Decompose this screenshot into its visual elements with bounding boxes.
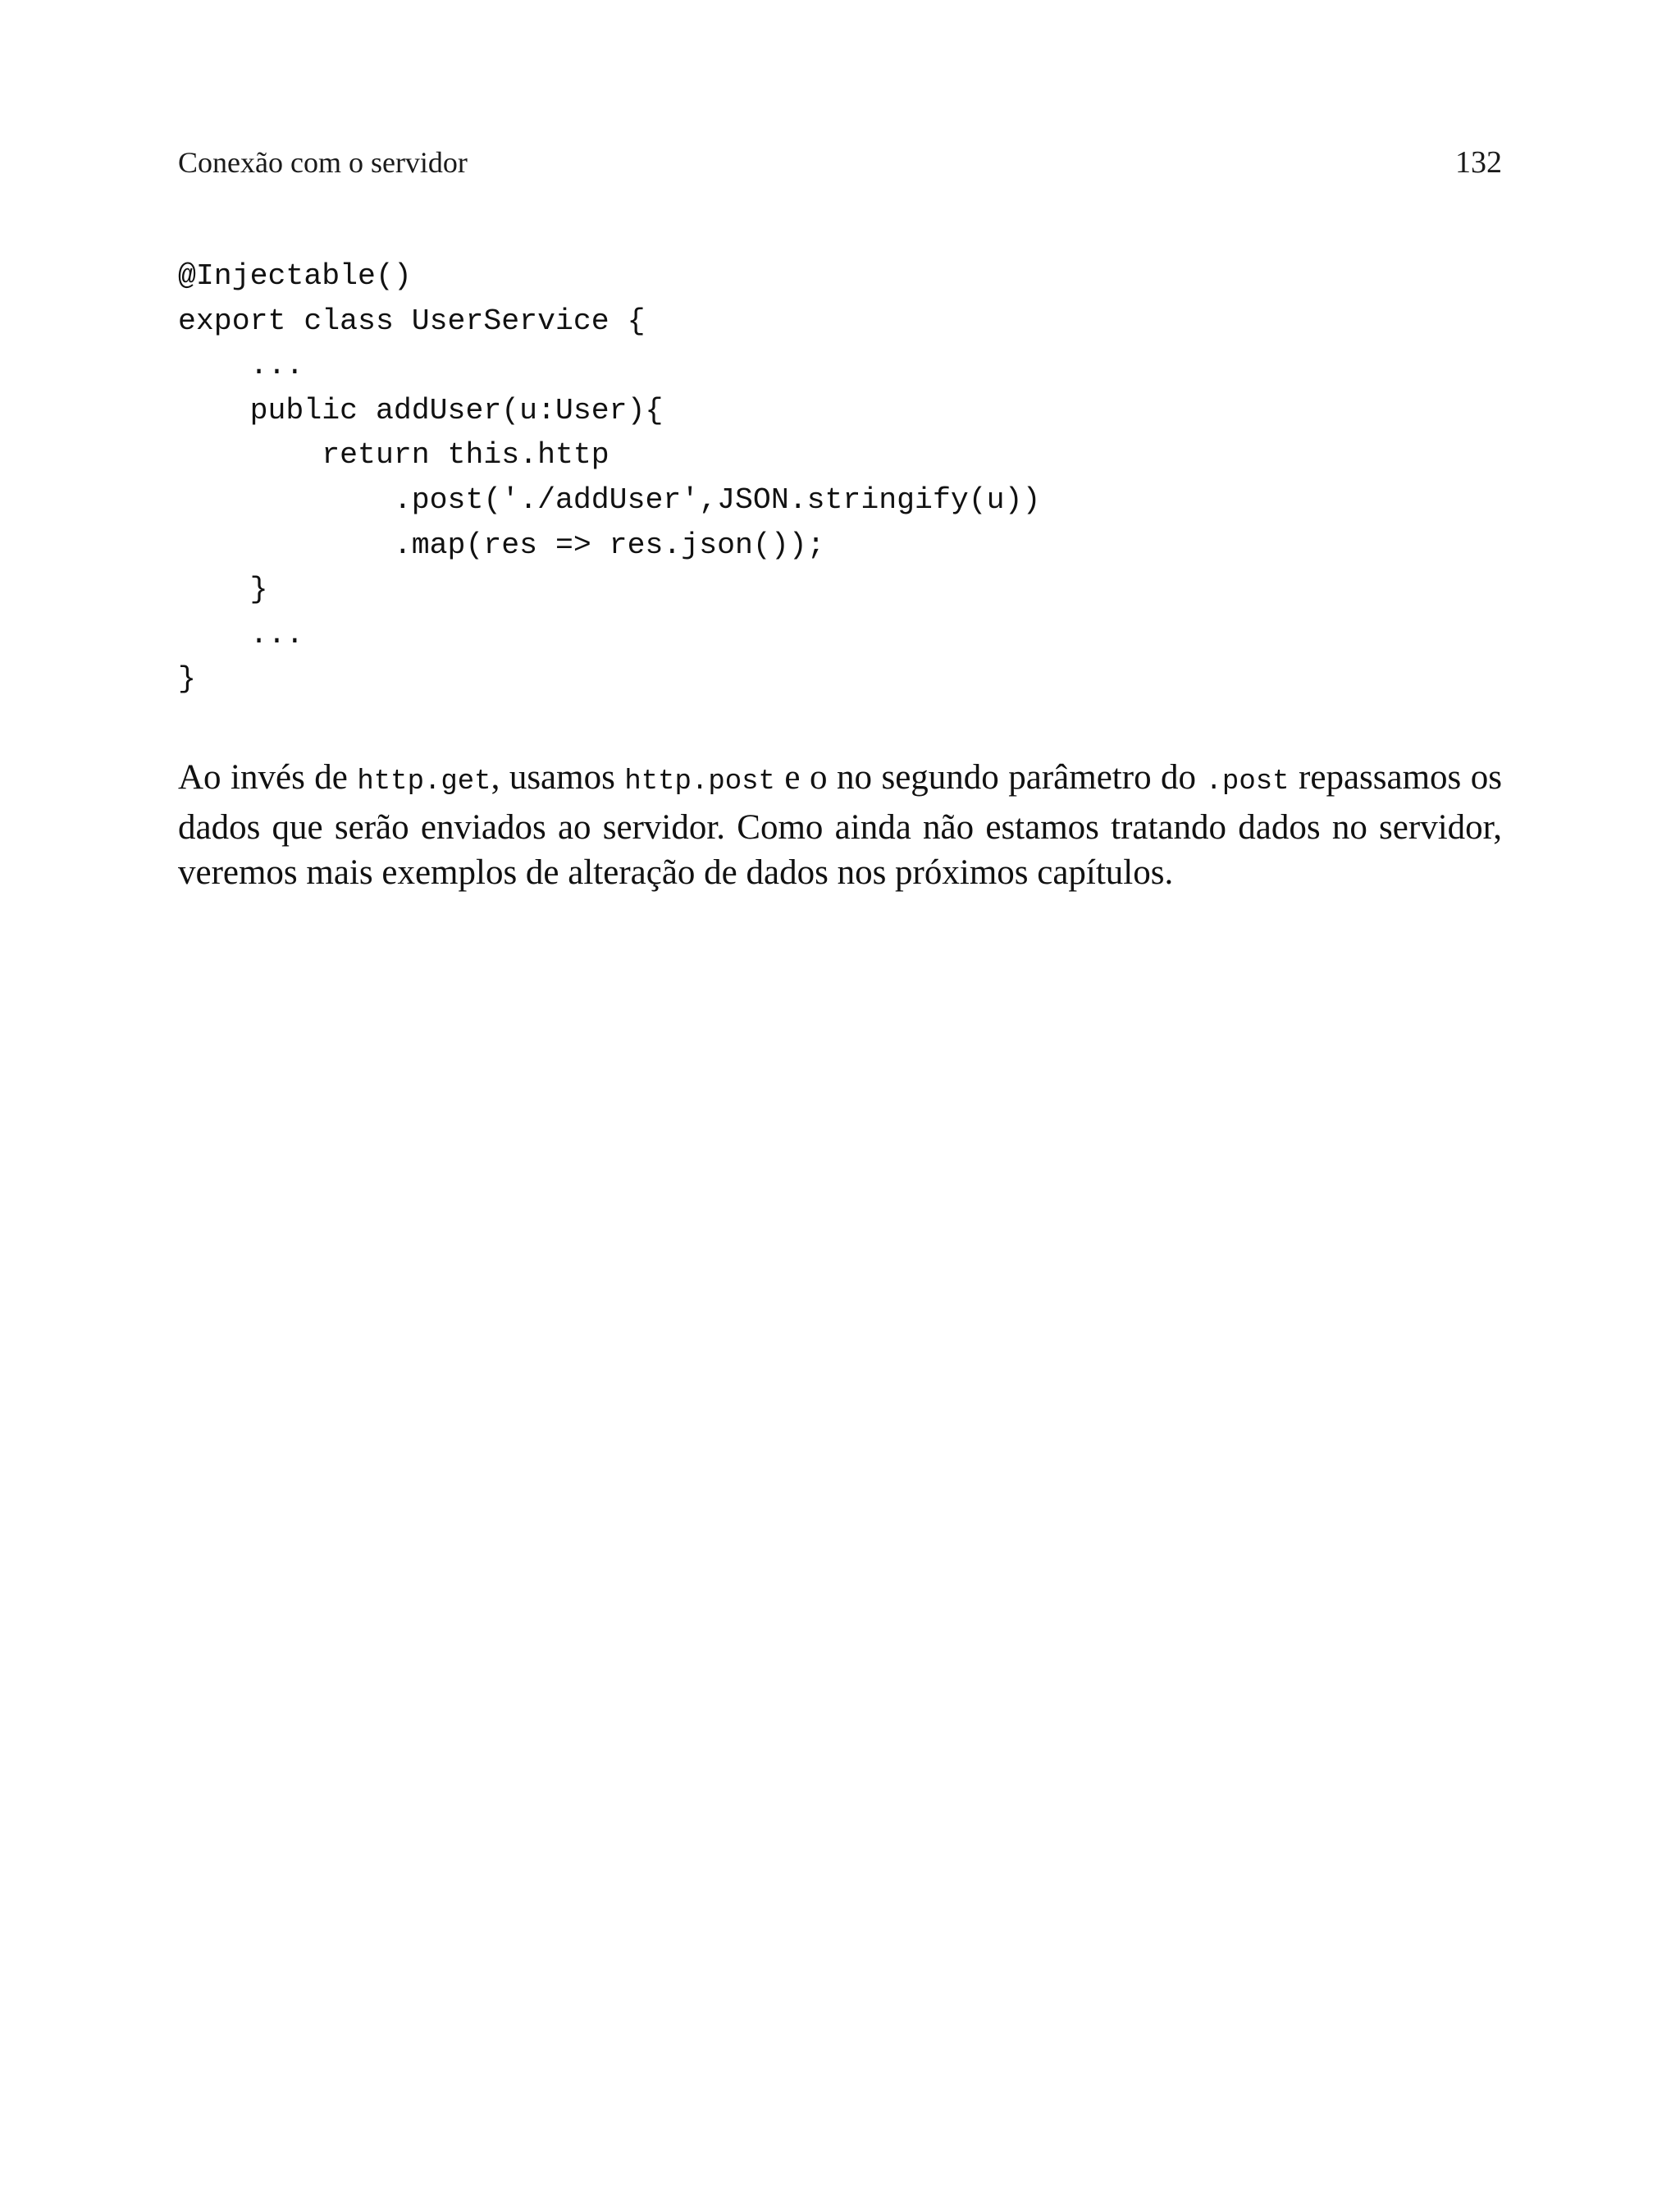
code-line: return this.http: [178, 438, 609, 473]
code-line: ...: [178, 617, 304, 651]
code-line: .post('./addUser',JSON.stringify(u)): [178, 482, 1041, 517]
page-number: 132: [1455, 145, 1502, 180]
code-line: }: [178, 662, 196, 697]
code-line: export class UserService {: [178, 304, 646, 338]
code-line: @Injectable(): [178, 259, 412, 293]
paragraph-text: Ao invés de: [178, 758, 358, 797]
paragraph-text: e o no segundo parâmetro do: [774, 758, 1206, 797]
code-line: public addUser(u:User){: [178, 393, 664, 427]
paragraph-text: repassamos os dados que serão enviados ao servidor. Como ainda não estamos tratando dados no servidor, veremos mais exemplos de alteração de dados nos próximos capítulos.: [178, 758, 1502, 892]
page-header: [178, 144, 1502, 181]
body-paragraph: [178, 755, 1502, 895]
code-line: }: [178, 573, 268, 607]
inline-code-post: .post: [1205, 766, 1290, 798]
paragraph-text: , usamos: [491, 758, 625, 797]
code-line: ...: [178, 349, 304, 383]
code-block: [178, 254, 1040, 702]
inline-code-http-get: http.get: [357, 766, 491, 798]
inline-code-http-post: http.post: [624, 766, 775, 798]
code-line: .map(res => res.json());: [178, 528, 825, 562]
running-title: Conexão com o servidor: [178, 146, 468, 179]
